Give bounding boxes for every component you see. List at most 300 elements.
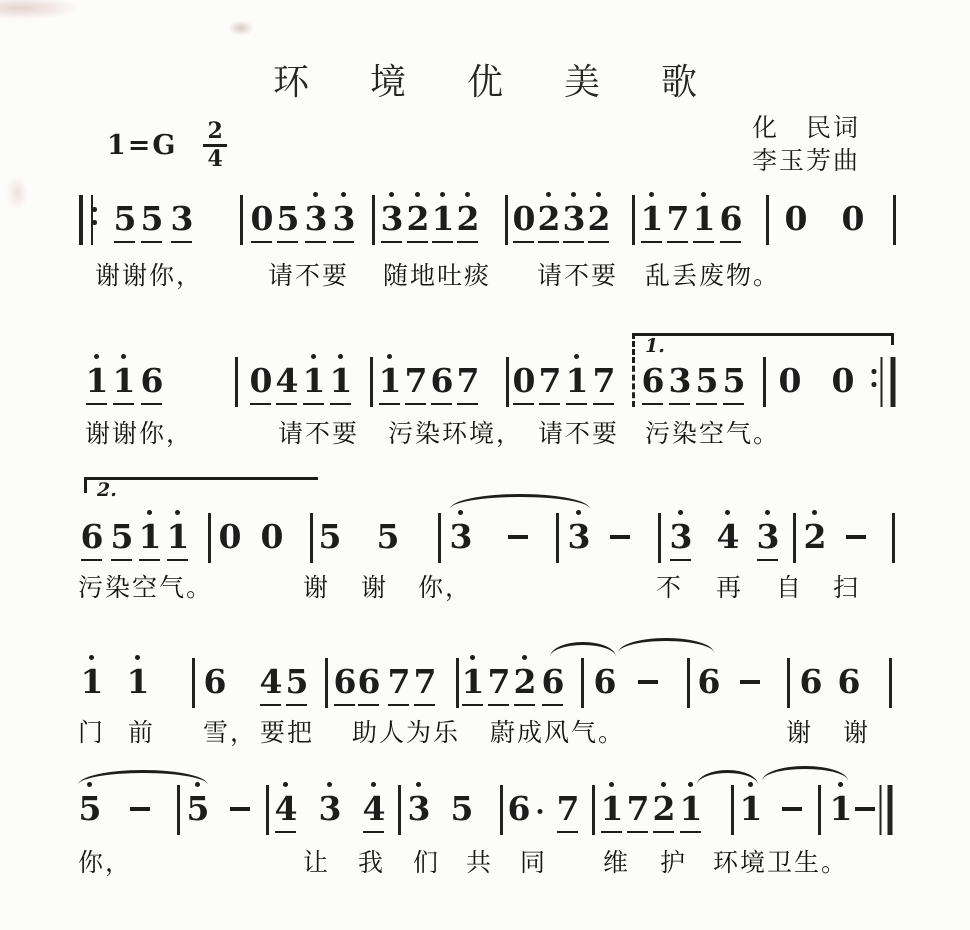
barline — [892, 513, 895, 563]
note-digit: 1 — [112, 361, 136, 400]
lyric-text: 不 — [656, 575, 684, 602]
duration-dash — [846, 535, 866, 539]
note-digit: 5 — [450, 789, 474, 828]
note — [187, 790, 210, 828]
note-digit: 7 — [538, 361, 562, 400]
duration-dash — [740, 680, 760, 684]
octave-dot — [390, 192, 395, 197]
octave-dot — [339, 354, 344, 359]
octave-dot — [416, 192, 421, 197]
eighth-beam-underline — [724, 403, 745, 406]
lyrics-line — [0, 414, 970, 446]
octave-dot — [610, 782, 615, 787]
eighth-beam-underline — [389, 704, 410, 707]
note-digit: 3 — [332, 199, 356, 238]
note — [698, 663, 721, 701]
note — [141, 200, 164, 238]
note-digit: 3 — [756, 517, 780, 556]
note-digit: 1 — [126, 662, 150, 701]
note — [381, 200, 404, 238]
octave-dot — [689, 782, 694, 787]
eighth-beam-underline — [306, 241, 327, 244]
note-digit: 6 — [203, 662, 227, 701]
lyrics-line — [0, 713, 970, 745]
tie-slur-arc — [618, 638, 714, 653]
note-digit: 1 — [692, 199, 716, 238]
note-digit: 1 — [679, 789, 703, 828]
volta-bracket-line — [84, 477, 318, 480]
eighth-beam-underline — [721, 241, 742, 244]
eighth-beam-underline — [380, 403, 401, 406]
note — [141, 362, 164, 400]
octave-dot — [547, 192, 552, 197]
eighth-beam-underline — [643, 403, 664, 406]
note-digit: 1 — [85, 361, 109, 400]
note-digit: 7 — [404, 361, 428, 400]
note — [358, 663, 381, 701]
eighth-beam-underline — [87, 403, 108, 406]
rest-note — [779, 362, 802, 400]
eighth-beam-underline — [432, 403, 453, 406]
note-digit: 6 — [357, 662, 381, 701]
note — [139, 518, 162, 556]
lyric-text: 请不要 — [278, 421, 360, 448]
composer-credit: 李玉芳曲 — [752, 148, 861, 175]
eighth-beam-underline — [463, 704, 484, 707]
eighth-beam-underline — [82, 559, 103, 562]
note-digit: 5 — [722, 361, 746, 400]
repeat-begin-barline — [79, 195, 93, 245]
note — [334, 663, 357, 701]
song-title: 环 境 优 美 歌 — [272, 62, 723, 102]
note — [804, 518, 827, 556]
note — [696, 362, 719, 400]
note-digit: 5 — [186, 789, 210, 828]
note — [319, 518, 342, 556]
note — [800, 663, 823, 701]
note — [838, 663, 861, 701]
note — [81, 663, 104, 701]
note-digit: 5 — [695, 361, 719, 400]
duration-dash — [610, 535, 630, 539]
eighth-beam-underline — [758, 559, 779, 562]
octave-dot — [577, 510, 582, 515]
time-signature-numerator: 2 — [203, 119, 226, 147]
note-digit: 0 — [778, 361, 802, 400]
duration-dash — [638, 680, 658, 684]
barline — [818, 785, 821, 835]
note — [593, 362, 616, 400]
octave-dot — [314, 192, 319, 197]
note — [457, 362, 480, 400]
note-digit: 7 — [556, 789, 580, 828]
lyric-text: 污染空气。 — [645, 421, 781, 448]
note-digit: 0 — [218, 517, 242, 556]
eighth-beam-underline — [112, 559, 133, 562]
barline — [793, 513, 796, 563]
barline — [192, 658, 195, 708]
note — [330, 362, 353, 400]
note-digit: 6 — [140, 361, 164, 400]
note — [303, 362, 326, 400]
note — [305, 200, 328, 238]
eighth-beam-underline — [408, 241, 429, 244]
lyric-text: 谢谢你， — [85, 421, 194, 448]
note — [514, 663, 537, 701]
lyric-text: 你， — [78, 850, 133, 877]
note — [830, 790, 853, 828]
eighth-beam-underline — [142, 241, 163, 244]
octave-dot — [441, 192, 446, 197]
note — [260, 663, 283, 701]
note-digit: 0 — [831, 361, 855, 400]
barline — [177, 785, 180, 835]
note — [717, 518, 740, 556]
note-digit: 0 — [260, 517, 284, 556]
note — [414, 663, 437, 701]
duration-dash — [508, 535, 528, 539]
octave-dot — [466, 192, 471, 197]
eighth-beam-underline — [382, 241, 403, 244]
lyric-text: 谢谢你， — [95, 263, 204, 290]
lyric-text: 自 — [776, 575, 804, 602]
note-digit: 7 — [626, 789, 650, 828]
note — [431, 362, 454, 400]
note-digit: 3 — [407, 789, 431, 828]
note — [670, 518, 693, 556]
note-digit: 6 — [80, 517, 104, 556]
eighth-beam-underline — [628, 831, 649, 834]
note-digit: 1 — [640, 199, 664, 238]
tie-slur-arc — [78, 770, 208, 785]
note-digit: 5 — [140, 199, 164, 238]
octave-dot — [176, 510, 181, 515]
note-digit: 1 — [302, 361, 326, 400]
octave-dot — [839, 782, 844, 787]
octave-dot — [575, 354, 580, 359]
eighth-beam-underline — [458, 241, 479, 244]
lyric-text: 再 — [716, 575, 744, 602]
eighth-beam-underline — [287, 704, 308, 707]
octave-dot — [95, 354, 100, 359]
note — [167, 518, 190, 556]
note — [276, 362, 299, 400]
score-line — [0, 200, 970, 244]
note-digit: 1 — [80, 662, 104, 701]
barline — [556, 513, 559, 563]
eighth-beam-underline — [697, 403, 718, 406]
time-signature — [203, 119, 226, 172]
barline — [731, 785, 734, 835]
eighth-beam-underline — [364, 831, 385, 834]
eighth-beam-underline — [540, 403, 561, 406]
note — [333, 200, 356, 238]
note-digit: 2 — [513, 662, 537, 701]
octave-dot — [459, 510, 464, 515]
barline — [208, 513, 211, 563]
note — [601, 790, 624, 828]
note-digit: 7 — [387, 662, 411, 701]
lyric-text: 谢 — [843, 720, 871, 747]
tie-slur-arc — [762, 766, 848, 781]
note-digit: 6 — [641, 361, 665, 400]
eighth-beam-underline — [668, 241, 689, 244]
note-digit: 6 — [507, 789, 531, 828]
note — [627, 790, 650, 828]
note — [563, 200, 586, 238]
barline — [581, 658, 584, 708]
note — [723, 362, 746, 400]
note-digit: 7 — [456, 361, 480, 400]
lyric-text: 们 — [413, 850, 441, 877]
barline — [632, 195, 635, 245]
note — [451, 790, 474, 828]
credits — [752, 112, 860, 178]
note-digit: 6 — [430, 361, 454, 400]
eighth-beam-underline — [543, 704, 564, 707]
note-digit: 0 — [512, 361, 536, 400]
lyric-text: 共 — [466, 850, 494, 877]
note — [508, 790, 531, 828]
note-digit: 5 — [113, 199, 137, 238]
note — [462, 663, 485, 701]
repeat-end-barline — [881, 357, 896, 407]
eighth-beam-underline — [172, 241, 193, 244]
barline — [787, 658, 790, 708]
volta-label: 1. — [645, 335, 665, 357]
octave-dot — [523, 655, 528, 660]
note-digit: 6 — [541, 662, 565, 701]
note-digit: 5 — [318, 517, 342, 556]
lyric-text: 谢 — [303, 575, 331, 602]
octave-dot — [388, 354, 393, 359]
rest-note — [250, 362, 273, 400]
rest-note — [842, 200, 865, 238]
eighth-beam-underline — [251, 403, 272, 406]
barline — [506, 357, 509, 407]
octave-dot — [328, 782, 333, 787]
tie-slur-arc — [697, 770, 758, 785]
note — [286, 663, 309, 701]
note — [111, 518, 134, 556]
lyrics-line — [0, 843, 970, 875]
eighth-beam-underline — [168, 559, 189, 562]
note-digit: 1 — [829, 789, 853, 828]
note-digit: 6 — [837, 662, 861, 701]
lyric-text: 请不要 — [537, 263, 619, 290]
duration-dash — [782, 807, 802, 811]
note-digit: 3 — [318, 789, 342, 828]
note — [641, 200, 664, 238]
eighth-beam-underline — [514, 403, 535, 406]
note — [379, 362, 402, 400]
note-digit: 0 — [250, 199, 274, 238]
eighth-beam-underline — [261, 704, 282, 707]
barline — [687, 658, 690, 708]
note-digit: 1 — [600, 789, 624, 828]
barline — [592, 785, 595, 835]
eighth-beam-underline — [276, 831, 297, 834]
octave-dot — [148, 510, 153, 515]
note-digit: 5 — [276, 199, 300, 238]
rest-note — [785, 200, 808, 238]
lyrics-line — [0, 568, 970, 600]
note-digit: 0 — [249, 361, 273, 400]
note-digit: 1 — [166, 517, 190, 556]
note-digit: 5 — [110, 517, 134, 556]
eighth-beam-underline — [594, 403, 615, 406]
note-digit: 2 — [456, 199, 480, 238]
octave-dot — [122, 354, 127, 359]
barline — [438, 513, 441, 563]
duration-dash — [130, 807, 150, 811]
note — [594, 663, 617, 701]
rest-note — [832, 362, 855, 400]
octave-dot — [342, 192, 347, 197]
octave-dot — [650, 192, 655, 197]
lyric-text: 同 — [520, 850, 548, 877]
barline — [325, 658, 328, 708]
note-digit: 6 — [799, 662, 823, 701]
lyric-text: 要把 — [260, 720, 315, 747]
barline — [266, 785, 269, 835]
eighth-beam-underline — [458, 403, 479, 406]
lyric-text: 谢 — [361, 575, 389, 602]
eighth-beam-underline — [406, 403, 427, 406]
eighth-beam-underline — [515, 704, 536, 707]
lyric-text: 谢 — [786, 720, 814, 747]
note-digit: 1 — [329, 361, 353, 400]
duration-dash — [855, 807, 875, 811]
eighth-beam-underline — [142, 403, 163, 406]
note-digit: 6 — [593, 662, 617, 701]
lyric-text: 助人为乐 — [352, 720, 461, 747]
octave-dot — [417, 782, 422, 787]
eighth-beam-underline — [335, 704, 356, 707]
octave-dot — [702, 192, 707, 197]
octave-dot — [572, 192, 577, 197]
note-digit: 5 — [285, 662, 309, 701]
eighth-beam-underline — [564, 241, 585, 244]
note-digit: 2 — [587, 199, 611, 238]
note-digit: 2 — [803, 517, 827, 556]
eighth-beam-underline — [567, 403, 588, 406]
note-digit: 2 — [406, 199, 430, 238]
note — [319, 790, 342, 828]
lyrics-line — [0, 256, 970, 288]
barline — [456, 658, 459, 708]
note-digit: 2 — [537, 199, 561, 238]
note — [127, 663, 150, 701]
eighth-beam-underline — [514, 241, 535, 244]
eighth-beam-underline — [489, 704, 510, 707]
note-digit: 1 — [378, 361, 402, 400]
note-digit: 4 — [716, 517, 740, 556]
lyric-text: 请不要 — [538, 421, 620, 448]
note-digit: 3 — [170, 199, 194, 238]
note-digit: 7 — [592, 361, 616, 400]
note — [653, 790, 676, 828]
note-digit: 5 — [78, 789, 102, 828]
note — [669, 362, 692, 400]
note-digit: 7 — [487, 662, 511, 701]
note-digit: 3 — [562, 199, 586, 238]
lyric-text: 扫 — [833, 575, 861, 602]
barline — [235, 357, 238, 407]
lyric-text: 环境卫生。 — [713, 850, 849, 877]
note-digit: 3 — [449, 517, 473, 556]
volta-bracket-right-edge — [891, 333, 894, 345]
rest-note — [251, 200, 274, 238]
time-signature-denominator: 4 — [207, 146, 223, 172]
lyric-text: 让 — [303, 850, 331, 877]
note — [680, 790, 703, 828]
key-signature — [107, 118, 227, 177]
barline — [632, 357, 635, 407]
note — [642, 362, 665, 400]
duration-dash — [230, 807, 250, 811]
eighth-beam-underline — [277, 403, 298, 406]
volta-bracket-line — [632, 333, 893, 336]
eighth-beam-underline — [252, 241, 273, 244]
barline — [398, 785, 401, 835]
augmentation-dot — [537, 809, 542, 814]
note — [79, 790, 102, 828]
barline — [763, 357, 766, 407]
note — [432, 200, 455, 238]
note-digit: 1 — [138, 517, 162, 556]
note — [113, 362, 136, 400]
barline — [500, 785, 503, 835]
octave-dot — [662, 782, 667, 787]
note — [720, 200, 743, 238]
lyric-text: 污染空气。 — [78, 575, 214, 602]
eighth-beam-underline — [359, 704, 380, 707]
eighth-beam-underline — [558, 831, 579, 834]
barline — [893, 195, 896, 245]
note — [539, 362, 562, 400]
eighth-beam-underline — [140, 559, 161, 562]
octave-dot — [597, 192, 602, 197]
note — [568, 518, 591, 556]
eighth-beam-underline — [331, 403, 352, 406]
barline — [889, 658, 892, 708]
eighth-beam-underline — [278, 241, 299, 244]
note — [277, 200, 300, 238]
note — [407, 200, 430, 238]
eighth-beam-underline — [539, 241, 560, 244]
note — [538, 200, 561, 238]
note — [204, 663, 227, 701]
score-line — [0, 362, 970, 406]
volta-bracket-left-edge — [632, 333, 635, 363]
barline — [370, 357, 373, 407]
volta-label: 2. — [97, 479, 117, 501]
note-digit: 6 — [719, 199, 743, 238]
lyric-text: 随地吐痰 — [383, 263, 492, 290]
octave-dot — [136, 655, 141, 660]
note — [757, 518, 780, 556]
note — [488, 663, 511, 701]
score-line — [0, 518, 970, 562]
note-digit: 7 — [666, 199, 690, 238]
octave-dot — [284, 782, 289, 787]
note-digit: 1 — [461, 662, 485, 701]
note-digit: 1 — [431, 199, 455, 238]
note — [457, 200, 480, 238]
eighth-beam-underline — [654, 831, 675, 834]
note-digit: 0 — [784, 199, 808, 238]
